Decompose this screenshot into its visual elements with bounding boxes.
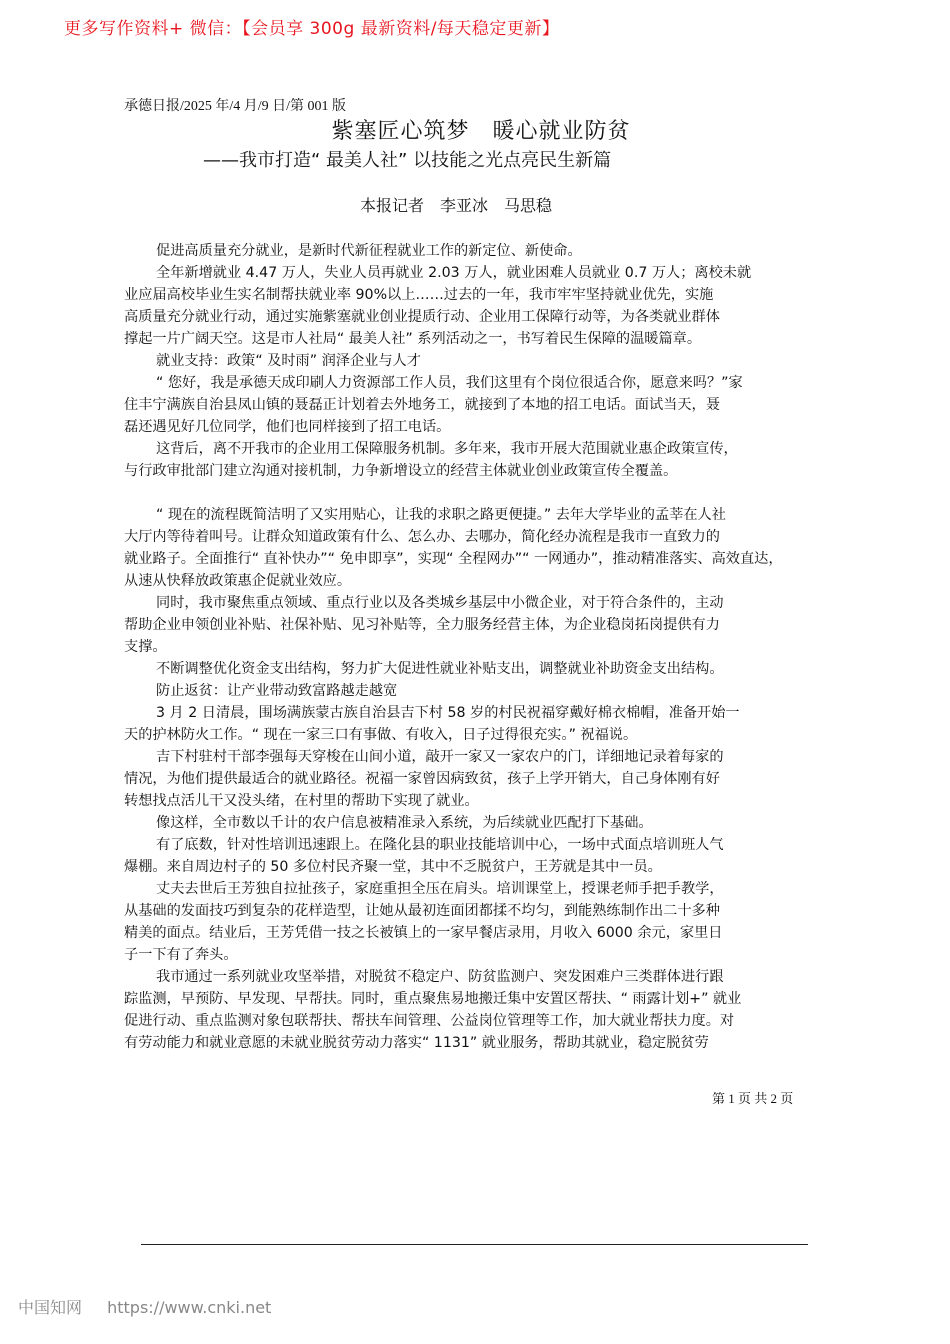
text-line: “ 您好，我是承德天成印刷人力资源部工作人员，我们这里有个岗位很适合你，愿意来吗？”家 [156, 375, 743, 391]
text-line: 踪监测，早预防、早发现、早帮扶。同时，重点聚焦易地搬迁集中安置区帮扶、“ 雨露计划+” 就业 [124, 991, 742, 1007]
text-line: 防止返贫：让产业带动致富路越走越宽 [156, 683, 398, 699]
text-line: 业应届高校毕业生实名制帮扶就业率 90%以上……过去的一年，我市牢牢坚持就业优先，实施 [124, 287, 714, 303]
text-line: “ 现在的流程既简洁明了又实用贴心，让我的求职之路更便捷。” 去年大学毕业的孟莘在人社 [156, 507, 726, 523]
text-line: 从基础的发面技巧到复杂的花样造型，让她从最初连面团都揉不均匀，到能熟练制作出二十多种 [124, 903, 720, 919]
footer-site-name: 中国知网 [18, 1298, 83, 1317]
text-line: 子一下有了奔头。 [124, 947, 238, 963]
text-line: 不断调整优化资金支出结构，努力扩大促进性就业补贴支出，调整就业补助资金支出结构。 [156, 661, 724, 677]
text-line: 帮助企业申领创业补贴、社保补贴、见习补贴等，全力服务经营主体，为企业稳岗拓岗提供有力 [124, 617, 720, 633]
text-line: 有了底数，针对性培训迅速跟上。在隆化县的职业技能培训中心，一场中式面点培训班人气 [156, 837, 724, 853]
text-line: 精美的面点。结业后，王芳凭借一技之长被镇上的一家早餐店录用，月收入 6000 余元，家里日 [124, 925, 723, 941]
text-line: 有劳动能力和就业意愿的未就业脱贫劳动力落实“ 1131” 就业服务，帮助其就业，稳定脱贫劳 [124, 1035, 709, 1051]
text-line: 与行政审批部门建立沟通对接机制，力争新增设立的经营主体就业创业政策宣传全覆盖。 [124, 463, 678, 479]
text-line: 住丰宁满族自治县凤山镇的聂磊正计划着去外地务工，就接到了本地的招工电话。面试当天，聂 [124, 397, 720, 413]
text-line: 就业支持：政策“ 及时雨” 润泽企业与人才 [156, 353, 421, 369]
text-line: 这背后，离不开我市的企业用工保障服务机制。多年来，我市开展大范围就业惠企政策宣传， [156, 441, 738, 457]
text-line: 就业路子。全面推行“ 直补快办”“ 免申即享”，实现“ 全程网办”“ 一网通办”，推动精准落实、高效直达， [124, 551, 783, 567]
text-line: 高质量充分就业行动，通过实施紫塞就业创业提质行动、企业用工保障行动等，为各类就业群体 [124, 309, 720, 325]
article-body [124, 240, 844, 1054]
text-line: 同时，我市聚焦重点领域、重点行业以及各类城乡基层中小微企业，对于符合条件的，主动 [156, 595, 724, 611]
text-line: 我市通过一系列就业攻坚举措，对脱贫不稳定户、防贫监测户、突发困难户三类群体进行跟 [156, 969, 724, 985]
blank-line [124, 482, 844, 504]
text-line: 从速从快释放政策惠企促就业效应。 [124, 573, 352, 589]
text-line: 大厅内等待着叫号。让群众知道政策有什么、怎么办、去哪办，简化经办流程是我市一直致力的 [124, 529, 720, 545]
text-line: 促进行动、重点监测对象包联帮扶、帮扶车间管理、公益岗位管理等工作，加大就业帮扶力度。对 [124, 1013, 735, 1029]
page-divider [141, 1244, 808, 1245]
article-subtitle: ——我市打造“ 最美人社” 以技能之光点亮民生新篇 [203, 150, 612, 171]
text-line: 撑起一片广阔天空。这是市人社局“ 最美人社” 系列活动之一，书写着民生保障的温暖篇章。 [124, 331, 702, 347]
footer-watermark [18, 1295, 271, 1318]
promo-banner: 更多写作资料+ 微信：【会员享 300g 最新资料/每天稳定更新】 [64, 19, 560, 39]
text-line: 吉下村驻村干部李强每天穿梭在山间小道，敲开一家又一家农户的门，详细地记录着每家的 [156, 749, 724, 765]
text-line: 天的护林防火工作。“ 现在一家三口有事做、有收入，日子过得很充实。” 祝福说。 [124, 727, 638, 743]
byline: 本报记者 李亚冰 马思稳 [360, 196, 553, 215]
text-line: 情况，为他们提供最适合的就业路径。祝福一家曾因病致贫，孩子上学开销大，自己身体刚有好 [124, 771, 720, 787]
page-number: 第 1 页 共 2 页 [712, 1091, 794, 1106]
text-line: 促进高质量充分就业，是新时代新征程就业工作的新定位、新使命。 [156, 243, 582, 259]
text-line: 支撑。 [124, 639, 167, 655]
text-line: 3 月 2 日清晨，围场满族蒙古族自治县吉下村 58 岁的村民祝福穿戴好棉衣棉帽，准备开始一 [156, 705, 740, 721]
text-line: 全年新增就业 4.47 万人，失业人员再就业 2.03 万人，就业困难人员就业 0.7 万人；离校未就 [156, 265, 752, 281]
text-line: 爆棚。来自周边村子的 50 多位村民齐聚一堂，其中不乏脱贫户，王芳就是其中一员。 [124, 859, 662, 875]
text-line: 像这样，全市数以千计的农户信息被精准录入系统，为后续就业匹配打下基础。 [156, 815, 653, 831]
article-title: 紫塞匠心筑梦 暖心就业防贫 [331, 119, 631, 144]
text-line: 转想找点活儿干又没头绪，在村里的帮助下实现了就业。 [124, 793, 479, 809]
dateline: 承德日报/2025 年/4 月/9 日/第 001 版 [124, 99, 347, 114]
text-line: 丈夫去世后王芳独自拉扯孩子，家庭重担全压在肩头。培训课堂上，授课老师手把手教学， [156, 881, 724, 897]
text-line: 磊还遇见好几位同学，他们也同样接到了招工电话。 [124, 419, 451, 435]
footer-url: https://www.cnki.net [107, 1298, 272, 1317]
